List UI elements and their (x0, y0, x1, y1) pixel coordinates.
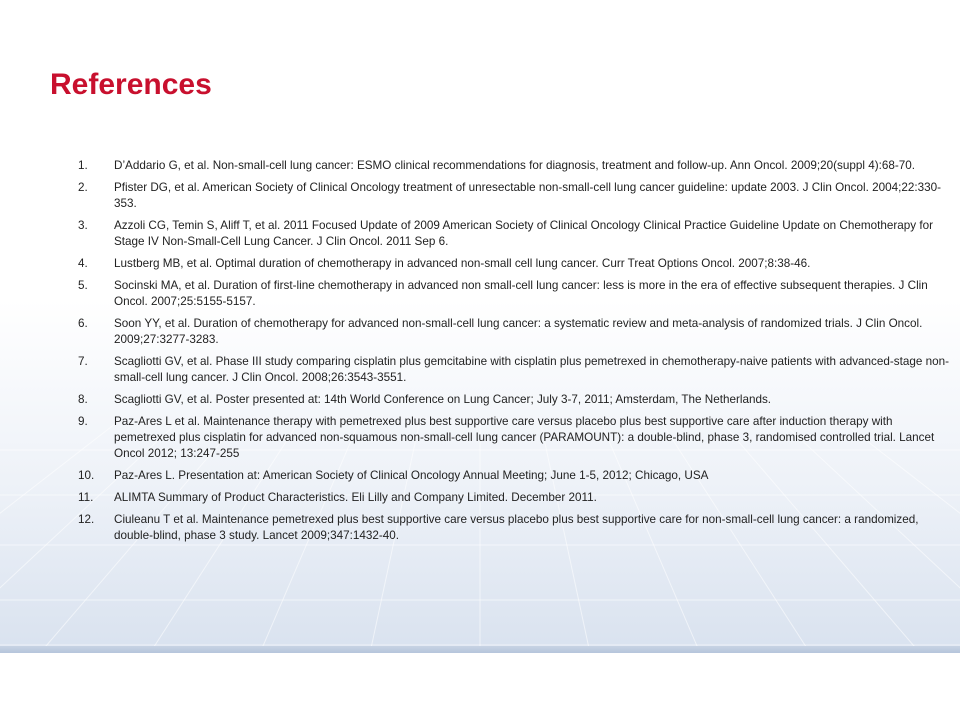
bottom-band (0, 646, 960, 653)
page-title: References (50, 68, 212, 101)
reference-item (78, 490, 950, 506)
reference-item (78, 512, 950, 544)
reference-text: Ciuleanu T et al. Maintenance pemetrexed plus best supportive care versus placebo plus best supportive care for non-small-cell lung cancer: a randomized, double-blind, phase 3 study. Lancet 2009;347:1432-40. (114, 513, 919, 542)
reference-item (78, 256, 950, 272)
reference-number: 9. (78, 415, 88, 428)
reference-text: Scagliotti GV, et al. Phase III study comparing cisplatin plus gemcitabine with cisplatin plus pemetrexed in chemotherapy-naive patients with advanced-stage non-small-cell lung cancer. J Clin Oncol. 2008;26:3543-3551. (114, 355, 950, 384)
reference-number: 5. (78, 279, 88, 292)
reference-number: 10. (78, 469, 95, 482)
reference-item (78, 414, 950, 462)
reference-text: Soon YY, et al. Duration of chemotherapy for advanced non-small-cell lung cancer: a systematic review and meta-analysis of randomized trials. J Clin Oncol. 2009;27:3277-3283. (114, 317, 923, 346)
reference-text: Paz-Ares L et al. Maintenance therapy with pemetrexed plus best supportive care versus placebo plus best supportive care after induction therapy with pemetrexed plus cisplatin for advanced non-squamous non-small-cell lung cancer (PARAMOUNT): a double-blind, phase 3, randomised controlled trial. Lancet Oncol 2012; 13:247-255 (114, 415, 935, 460)
reference-item (78, 354, 950, 386)
reference-text: Socinski MA, et al. Duration of first-line chemotherapy in advanced non small-cell lung cancer: less is more in the era of effective subsequent therapies. J Clin Oncol. 2007;25:5155-5157. (114, 279, 928, 308)
reference-item (78, 278, 950, 310)
reference-text: Pfister DG, et al. American Society of Clinical Oncology treatment of unresectable non-small-cell lung cancer guideline: update 2003. J Clin Oncol. 2004;22:330-353. (114, 181, 942, 210)
reference-item (78, 392, 950, 408)
reference-text: ALIMTA Summary of Product Characteristics. Eli Lilly and Company Limited. December 2011. (114, 491, 597, 504)
reference-number: 3. (78, 219, 88, 232)
reference-number: 12. (78, 513, 95, 526)
reference-number: 6. (78, 317, 88, 330)
reference-item (78, 158, 950, 174)
reference-number: 8. (78, 393, 88, 406)
reference-text: Paz-Ares L. Presentation at: American Society of Clinical Oncology Annual Meeting; June 1-5, 2012; Chicago, USA (114, 469, 709, 482)
reference-text: Azzoli CG, Temin S, Aliff T, et al. 2011 Focused Update of 2009 American Society of Clinical Oncology Clinical Practice Guideline Update on Chemotherapy for Stage IV Non-Small-Cell Lung Cancer. J Clin Oncol. 2011 Sep 6. (114, 219, 933, 248)
reference-item (78, 468, 950, 484)
reference-item (78, 316, 950, 348)
reference-number: 4. (78, 257, 88, 270)
reference-number: 1. (78, 159, 88, 172)
reference-item (78, 218, 950, 250)
reference-text: Lustberg MB, et al. Optimal duration of chemotherapy in advanced non-small cell lung cancer. Curr Treat Options Oncol. 2007;8:38-46. (114, 257, 811, 270)
reference-number: 7. (78, 355, 88, 368)
reference-text: Scagliotti GV, et al. Poster presented at: 14th World Conference on Lung Cancer; July 3-7, 2011; Amsterdam, The Netherlands. (114, 393, 772, 406)
reference-item (78, 180, 950, 212)
reference-list (78, 158, 950, 550)
reference-number: 11. (78, 491, 94, 504)
reference-text: D’Addario G, et al. Non-small-cell lung cancer: ESMO clinical recommendations for diagnosis, treatment and follow-up. Ann Oncol. 2009;20(suppl 4):68-70. (114, 159, 915, 172)
reference-number: 2. (78, 181, 88, 194)
